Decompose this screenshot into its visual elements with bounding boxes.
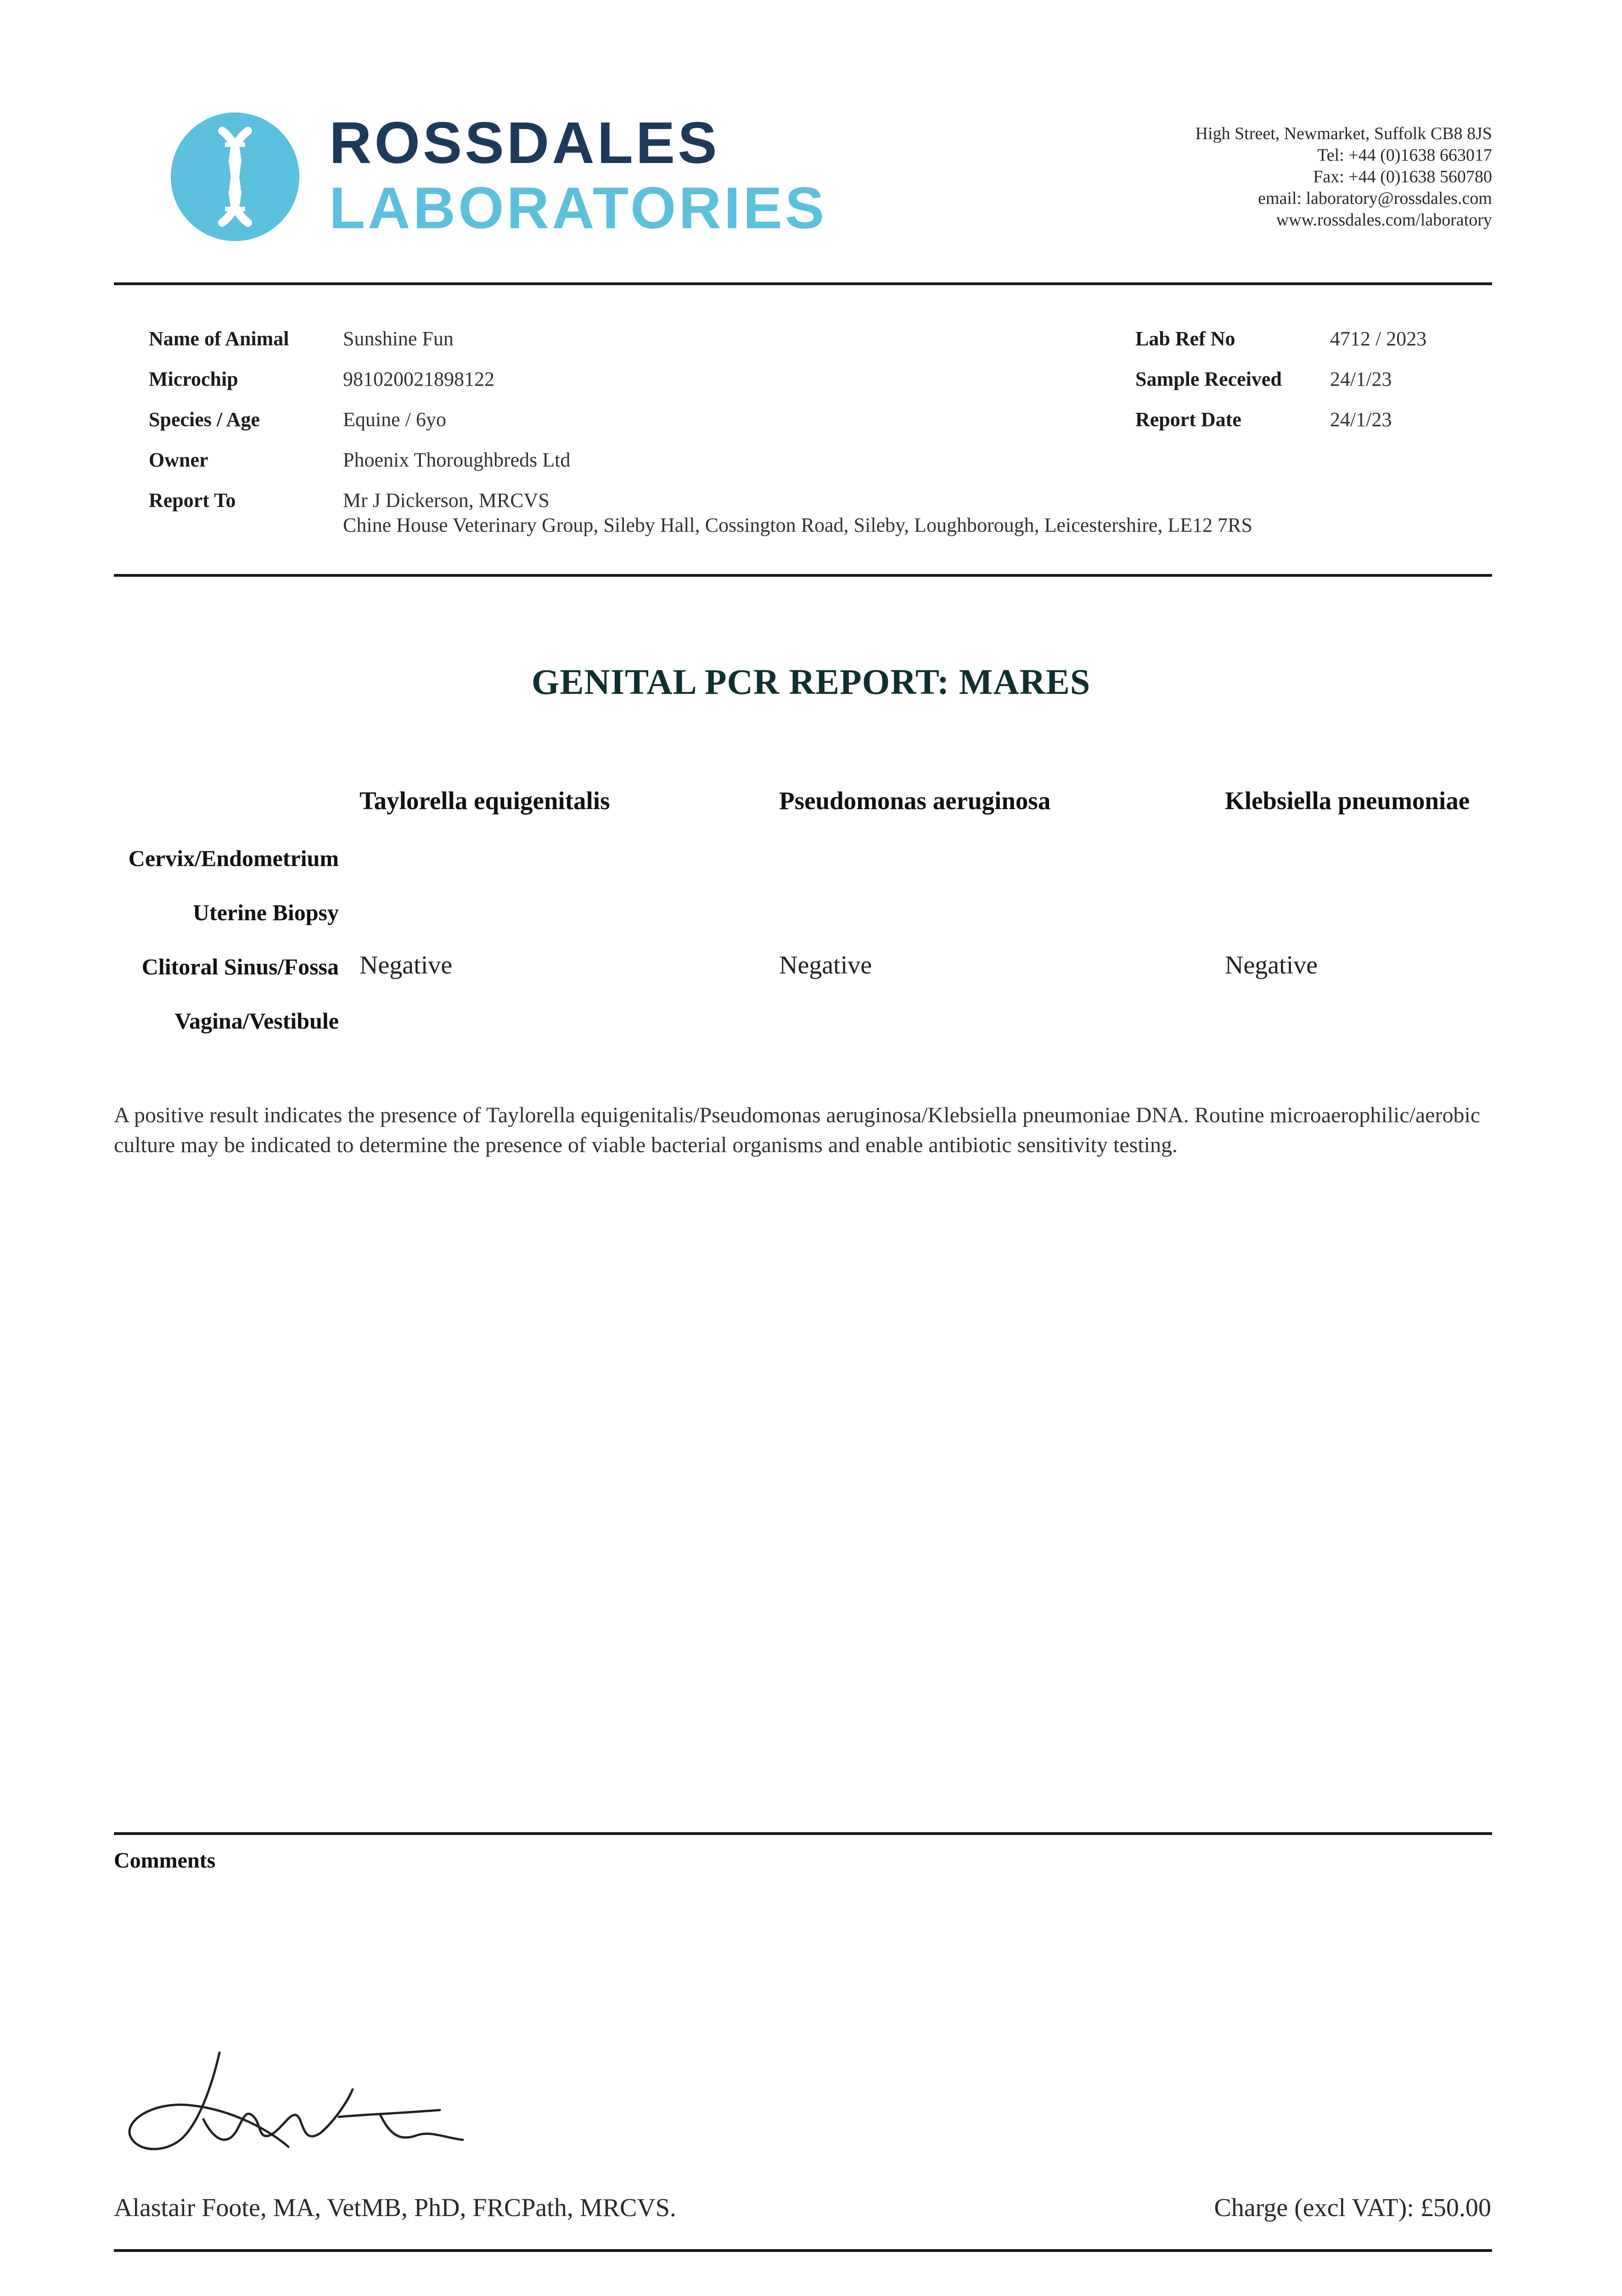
lab-address (1195, 123, 1492, 231)
info-label-owner: Owner (149, 449, 208, 471)
info-label-name: Name of Animal (149, 327, 289, 350)
info-value-owner: Phoenix Thoroughbreds Ltd (343, 449, 571, 471)
address-street: High Street, Newmarket, Suffolk CB8 8JS (1195, 124, 1492, 143)
info-label-report-date: Report Date (1135, 408, 1241, 431)
result-clitoral-pseudomonas: Negative (779, 951, 872, 979)
comments-label: Comments (114, 1848, 216, 1873)
info-label-microchip: Microchip (149, 368, 238, 390)
info-value-species: Equine / 6yo (343, 408, 446, 431)
info-label-report-to: Report To (149, 489, 236, 512)
info-label-species: Species / Age (149, 408, 260, 431)
row-label-clitoral-sinus: Clitoral Sinus/Fossa (141, 954, 339, 979)
info-value-report-date: 24/1/23 (1330, 408, 1392, 431)
charge-amount: Charge (excl VAT): £50.00 (1214, 2194, 1491, 2222)
report-title: GENITAL PCR REPORT: MARES (531, 662, 1091, 702)
info-value-sample-received: 24/1/23 (1330, 368, 1392, 390)
signatory-name: Alastair Foote, MA, VetMB, PhD, FRCPath, MRCVS. (114, 2194, 676, 2222)
info-value-lab-ref: 4712 / 2023 (1330, 327, 1427, 350)
result-clitoral-taylorella: Negative (359, 951, 453, 979)
row-label-cervix: Cervix/Endometrium (128, 845, 339, 871)
info-value-microchip: 981020021898122 (343, 368, 494, 390)
info-label-lab-ref: Lab Ref No (1135, 327, 1235, 350)
info-value-report-to-address: Chine House Veterinary Group, Sileby Hall, Cossington Road, Sileby, Loughborough, Leicestershire, LE12 7RS (343, 514, 1252, 536)
brand-name-line1: ROSSDALES (329, 110, 720, 176)
result-clitoral-klebsiella: Negative (1225, 951, 1318, 979)
brand-name-line2: LABORATORIES (329, 175, 827, 241)
footer-divider (114, 2249, 1492, 2252)
interpretation-note: A positive result indicates the presence of Taylorella equigenitalis/Pseudomonas aeruginosa/Klebsiella pneumoniae DNA. Routine microaerophilic/aerobic culture may be indicated to determine the presence of viable bacterial organisms and enable antibiotic sensitivity testing. (114, 1103, 1481, 1157)
signature-image (123, 2046, 472, 2161)
row-label-vagina: Vagina/Vestibule (174, 1008, 339, 1034)
info-label-sample-received: Sample Received (1135, 368, 1282, 390)
info-value-report-to: Mr J Dickerson, MRCVS (343, 489, 550, 512)
column-header-klebsiella: Klebsiella pneumoniae (1225, 787, 1470, 815)
comments-divider (114, 1832, 1492, 1835)
info-value-name: Sunshine Fun (343, 327, 454, 350)
dna-helix-icon (171, 113, 299, 241)
address-tel: Tel: +44 (0)1638 663017 (1317, 146, 1492, 165)
row-label-uterine-biopsy: Uterine Biopsy (192, 900, 339, 925)
info-divider (114, 574, 1492, 577)
header-divider (114, 282, 1492, 285)
address-email: email: laboratory@rossdales.com (1258, 189, 1492, 208)
column-header-pseudomonas: Pseudomonas aeruginosa (779, 787, 1051, 815)
column-header-taylorella: Taylorella equigenitalis (359, 787, 610, 815)
address-fax: Fax: +44 (0)1638 560780 (1313, 167, 1492, 186)
address-website: www.rossdales.com/laboratory (1276, 210, 1492, 230)
